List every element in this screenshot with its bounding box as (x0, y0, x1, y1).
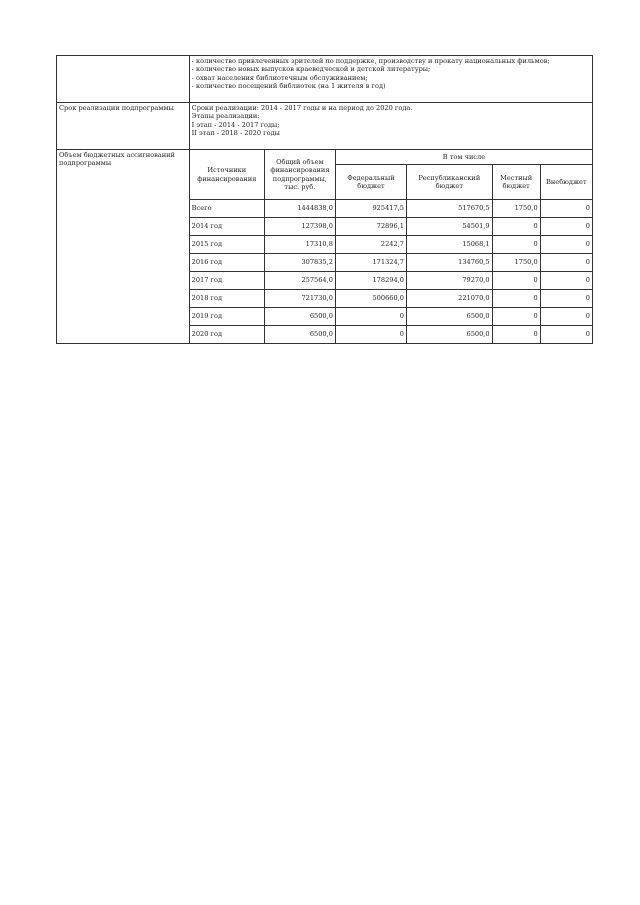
term-line: Этапы реализации: (191, 112, 260, 121)
row-label: 2014 год (189, 218, 264, 236)
cell-federal: 0 (335, 308, 406, 326)
cell-republic: 221070,0 (406, 290, 492, 308)
row-label: 2016 год (189, 254, 264, 272)
header-including: В том числе (335, 150, 592, 165)
document-page (56, 55, 593, 344)
cell-extra: 0 (540, 272, 592, 290)
cell-republic: 6500,0 (406, 326, 492, 344)
cell-extra: 0 (540, 326, 592, 344)
indicators-label-cell (57, 56, 190, 103)
subprogram-passport-table (56, 55, 593, 344)
row-label: 2018 год (189, 290, 264, 308)
term-row (57, 103, 593, 150)
cell-local: 1750,0 (492, 200, 540, 218)
cell-republic: 6500,0 (406, 308, 492, 326)
cell-republic: 15068,1 (406, 236, 492, 254)
cell-local: 0 (492, 308, 540, 326)
row-label: 2019 год (189, 308, 264, 326)
cell-extra: 0 (540, 308, 592, 326)
cell-republic: 517670,5 (406, 200, 492, 218)
cell-extra: 0 (540, 254, 592, 272)
term-cell (189, 103, 592, 150)
cell-federal: 500660,0 (335, 290, 406, 308)
budget-label: Объем бюджетных ассигнований подпрограммы (57, 150, 190, 344)
row-label: 2017 год (189, 272, 264, 290)
cell-total: 257564,0 (264, 272, 335, 290)
term-line: Сроки реализации: 2014 - 2017 годы и на период до 2020 года. (191, 104, 413, 112)
cell-local: 0 (492, 290, 540, 308)
cell-federal: 178294,0 (335, 272, 406, 290)
cell-republic: 134760,5 (406, 254, 492, 272)
budget-header-row (57, 150, 593, 165)
cell-local: 0 (492, 326, 540, 344)
cell-total: 721730,0 (264, 290, 335, 308)
row-label: 2015 год (189, 236, 264, 254)
cell-extra: 0 (540, 290, 592, 308)
header-federal: Федеральный бюджет (335, 165, 406, 200)
cell-extra: 0 (540, 200, 592, 218)
header-total: Общий объем финансирования подпрограммы, тыс. руб. (264, 150, 335, 200)
term-line: II этап - 2018 - 2020 годы (191, 129, 280, 138)
header-local: Местный бюджет (492, 165, 540, 200)
indicators-row (57, 56, 593, 103)
indicator-line: - количество посещений библиотек (на 1 жителя в год) (191, 82, 386, 91)
indicators-cell (189, 56, 592, 103)
cell-total: 127398,0 (264, 218, 335, 236)
cell-total: 307835,2 (264, 254, 335, 272)
cell-republic: 54501,9 (406, 218, 492, 236)
cell-total: 6500,0 (264, 308, 335, 326)
row-label: 2020 год (189, 326, 264, 344)
cell-federal: 72896,1 (335, 218, 406, 236)
cell-total: 17310,8 (264, 236, 335, 254)
cell-republic: 79270,0 (406, 272, 492, 290)
cell-extra: 0 (540, 218, 592, 236)
row-label: Всего (189, 200, 264, 218)
cell-federal: 0 (335, 326, 406, 344)
cell-extra: 0 (540, 236, 592, 254)
cell-total: 6500,0 (264, 326, 335, 344)
cell-total: 1444838,0 (264, 200, 335, 218)
indicator-line: - количество новых выпусков краеведческой и детской литературы; (191, 65, 431, 74)
cell-local: 0 (492, 218, 540, 236)
cell-local: 0 (492, 272, 540, 290)
header-extra: Внебюджет (540, 165, 592, 200)
cell-local: 0 (492, 236, 540, 254)
header-republic: Республиканский бюджет (406, 165, 492, 200)
term-line: I этап - 2014 - 2017 годы; (191, 120, 280, 129)
cell-federal: 171324,7 (335, 254, 406, 272)
header-sources: Источники финансирования (189, 150, 264, 200)
cell-federal: 925417,5 (335, 200, 406, 218)
cell-local: 1750,0 (492, 254, 540, 272)
indicator-line: - охват населения библиотечным обслуживанием; (191, 73, 368, 82)
term-label: Срок реализации подпрограммы (57, 103, 190, 150)
cell-federal: 2242,7 (335, 236, 406, 254)
indicator-line: - количество привлеченных зрителей по поддержке, производству и прокату национальных фильмов; (191, 57, 550, 65)
